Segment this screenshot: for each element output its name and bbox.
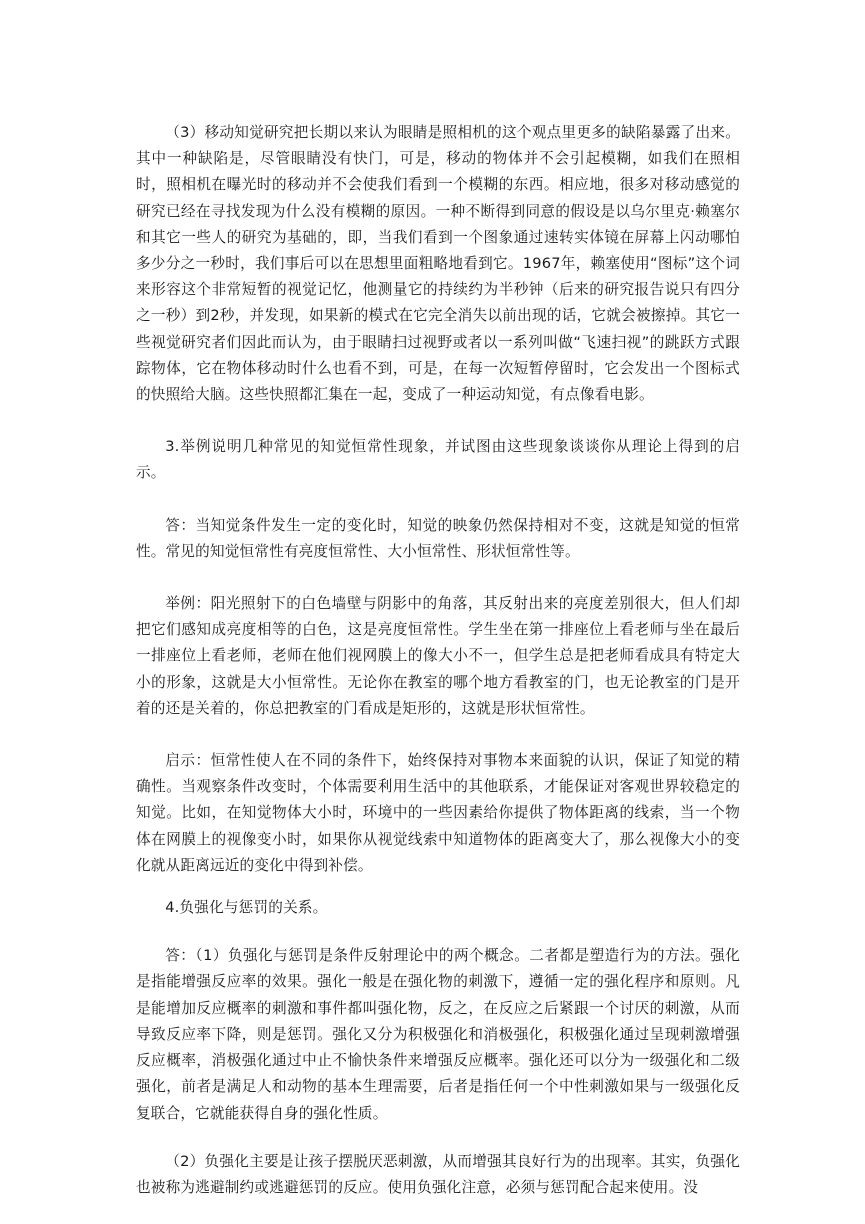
- question-3-heading: 3.举例说明几种常见的知觉恒常性现象，并试图由这些现象谈谈你从理论上得到的启示。: [136, 438, 740, 482]
- paragraph-moving-perception: （3）移动知觉研究把长期以来认为眼睛是照相机的这个观点里更多的缺陷暴露了出来。其中一种缺陷是，尽管眼睛没有快门，可是，移动的物体并不会引起模糊，如我们在照相时，照相机在曝光时的移动并不会使我们看到一个模糊的东西。相应地，很多对移动感觉的研究已经在寻找发现为什么没有模糊的原因。一种不断得到同意的假设是以乌尔里克·赖塞尔和其它一些人的研究为基础的，即，当我们看到一个图象通过速转实体镜在屏幕上闪动哪怕多少分之一秒时，我们事后可以在思想里面粗略地看到它。1967年，赖塞使用“图标”这个词来形容这个非常短暂的视觉记忆，他测量它的持续约为半秒钟（后来的研究报告说只有四分之一秒）到2秒，并发现，如果新的模式在它完全消失以前出现的话，它就会被擦掉。其它一些视觉研究者们因此而认为，由于眼睛扫过视野或者以一系列叫做“飞速扫视”的跳跃方式跟踪物体，它在物体移动时什么也看不到，可是，在每一次短暂停留时，它会发出一个图标式的快照给大脑。这些快照都汇集在一起，变成了一种运动知觉，有点像看电影。: [136, 124, 740, 404]
- document-body: [136, 120, 740, 1201]
- answer-3-examples: 举例：阳光照射下的白色墙壁与阴影中的角落，其反射出来的亮度差别很大，但人们却把它们感知成亮度相等的白色，这是亮度恒常性。学生坐在第一排座位上看老师与坐在最后一排座位上看老师，老师在他们视网膜上的像大小不一，但学生总是把老师看成具有特定大小的形象，这就是大小恒常性。无论你在教室的哪个地方看教室的门，也无论教室的门是开着的还是关着的，你总把教室的门看成是矩形的，这就是形状恒常性。: [136, 595, 740, 717]
- answer-4-part-1: 答：（1）负强化与惩罚是条件反射理论中的两个概念。二者都是塑造行为的方法。强化是指能增强反应率的效果。强化一般是在强化物的刺激下，遵循一定的强化程序和原则。凡是能增加反应概率的刺激和事件都叫强化物，反之，在反应之后紧跟一个讨厌的刺激，从而导致反应率下降，则是惩罚。强化又分为积极强化和消极强化，积极强化通过呈现刺激增强反应概率，消极强化通过中止不愉快条件来增强反应概率。强化还可以分为一级强化和二级强化，前者是满足人和动物的基本生理需要，后者是指任何一个中性刺激如果与一级强化反复联合，它就能获得自身的强化性质。: [136, 947, 740, 1122]
- answer-4-part-2: （2）负强化主要是让孩子摆脱厌恶刺激，从而增强其良好行为的出现率。其实，负强化也被称为逃避制约或逃避惩罚的反应。使用负强化注意，必须与惩罚配合起来使用。没: [136, 1152, 740, 1196]
- question-4-heading: 4.负强化与惩罚的关系。: [165, 899, 328, 917]
- answer-3-definition: 答：当知觉条件发生一定的变化时，知觉的映象仍然保持相对不变，这就是知觉的恒常性。常见的知觉恒常性有亮度恒常性、大小恒常性、形状恒常性等。: [136, 516, 740, 560]
- answer-3-implications: 启示：恒常性使人在不同的条件下，始终保持对事物本来面貌的认识，保证了知觉的精确性。当观察条件改变时，个体需要利用生活中的其他联系，才能保证对客观世界较稳定的知觉。比如，在知觉物体大小时，环境中的一些因素给你提供了物体距离的线索，当一个物体在网膜上的视像变小时，如果你从视觉线索中知道物体的距离变大了，那么视像大小的变化就从距离远近的变化中得到补偿。: [136, 752, 740, 874]
